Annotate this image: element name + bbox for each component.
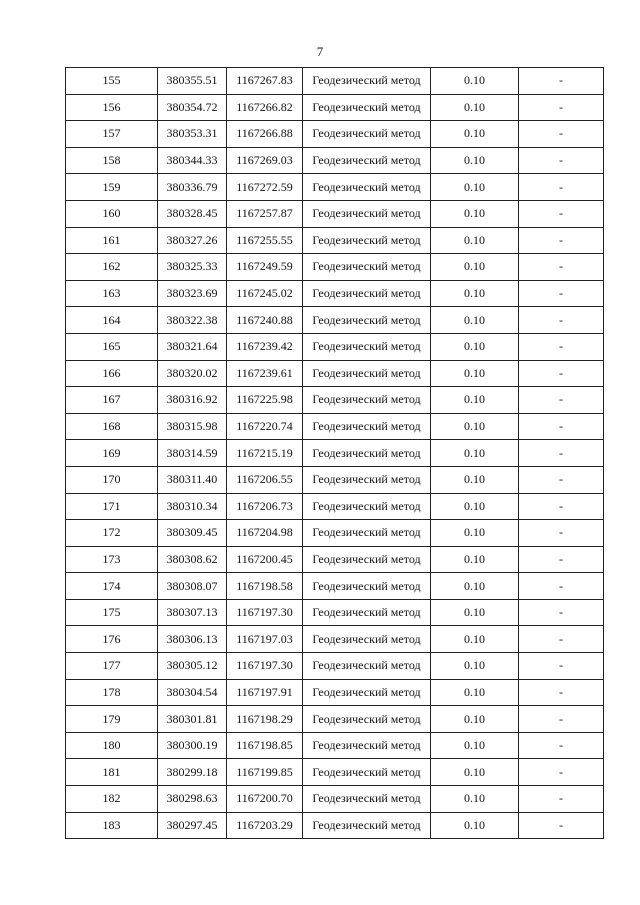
extra-cell: - (519, 653, 604, 680)
method-cell: Геодезический метод (303, 706, 431, 733)
method-cell: Геодезический метод (303, 786, 431, 813)
extra-cell: - (519, 786, 604, 813)
extra-cell: - (519, 254, 604, 281)
method-cell: Геодезический метод (303, 573, 431, 600)
y-coordinate-cell: 1167245.02 (227, 280, 303, 307)
accuracy-cell: 0.10 (431, 333, 519, 360)
y-coordinate-cell: 1167203.29 (227, 812, 303, 839)
x-coordinate-cell: 380316.92 (158, 387, 227, 414)
extra-cell: - (519, 812, 604, 839)
method-cell: Геодезический метод (303, 280, 431, 307)
table-row (66, 786, 604, 813)
method-cell: Геодезический метод (303, 413, 431, 440)
y-coordinate-cell: 1167200.45 (227, 546, 303, 573)
x-coordinate-cell: 380314.59 (158, 440, 227, 467)
extra-cell: - (519, 307, 604, 334)
extra-cell: - (519, 200, 604, 227)
table-row (66, 679, 604, 706)
y-coordinate-cell: 1167204.98 (227, 520, 303, 547)
method-cell: Геодезический метод (303, 200, 431, 227)
extra-cell: - (519, 759, 604, 786)
point-number-cell: 155 (66, 68, 158, 95)
accuracy-cell: 0.10 (431, 147, 519, 174)
method-cell: Геодезический метод (303, 121, 431, 148)
point-number-cell: 158 (66, 147, 158, 174)
accuracy-cell: 0.10 (431, 706, 519, 733)
x-coordinate-cell: 380336.79 (158, 174, 227, 201)
extra-cell: - (519, 147, 604, 174)
point-number-cell: 182 (66, 786, 158, 813)
table-row (66, 280, 604, 307)
table-row (66, 200, 604, 227)
extra-cell: - (519, 413, 604, 440)
accuracy-cell: 0.10 (431, 440, 519, 467)
table-row (66, 94, 604, 121)
extra-cell: - (519, 626, 604, 653)
x-coordinate-cell: 380353.31 (158, 121, 227, 148)
table-row (66, 759, 604, 786)
x-coordinate-cell: 380308.62 (158, 546, 227, 573)
table-row (66, 227, 604, 254)
x-coordinate-cell: 380323.69 (158, 280, 227, 307)
y-coordinate-cell: 1167272.59 (227, 174, 303, 201)
extra-cell: - (519, 94, 604, 121)
page-number: 7 (316, 44, 324, 59)
point-number-cell: 169 (66, 440, 158, 467)
method-cell: Геодезический метод (303, 679, 431, 706)
accuracy-cell: 0.10 (431, 786, 519, 813)
extra-cell: - (519, 333, 604, 360)
y-coordinate-cell: 1167249.59 (227, 254, 303, 281)
point-number-cell: 181 (66, 759, 158, 786)
extra-cell: - (519, 227, 604, 254)
x-coordinate-cell: 380321.64 (158, 333, 227, 360)
y-coordinate-cell: 1167198.29 (227, 706, 303, 733)
accuracy-cell: 0.10 (431, 520, 519, 547)
accuracy-cell: 0.10 (431, 227, 519, 254)
x-coordinate-cell: 380300.19 (158, 732, 227, 759)
point-number-cell: 172 (66, 520, 158, 547)
x-coordinate-cell: 380354.72 (158, 94, 227, 121)
x-coordinate-cell: 380307.13 (158, 599, 227, 626)
method-cell: Геодезический метод (303, 227, 431, 254)
extra-cell: - (519, 493, 604, 520)
table-row (66, 68, 604, 95)
x-coordinate-cell: 380310.34 (158, 493, 227, 520)
table-row (66, 812, 604, 839)
x-coordinate-cell: 380308.07 (158, 573, 227, 600)
method-cell: Геодезический метод (303, 812, 431, 839)
point-number-cell: 176 (66, 626, 158, 653)
point-number-cell: 159 (66, 174, 158, 201)
y-coordinate-cell: 1167255.55 (227, 227, 303, 254)
y-coordinate-cell: 1167225.98 (227, 387, 303, 414)
method-cell: Геодезический метод (303, 174, 431, 201)
table-row (66, 732, 604, 759)
y-coordinate-cell: 1167269.03 (227, 147, 303, 174)
method-cell: Геодезический метод (303, 653, 431, 680)
accuracy-cell: 0.10 (431, 307, 519, 334)
method-cell: Геодезический метод (303, 68, 431, 95)
accuracy-cell: 0.10 (431, 626, 519, 653)
point-number-cell: 171 (66, 493, 158, 520)
accuracy-cell: 0.10 (431, 254, 519, 281)
accuracy-cell: 0.10 (431, 121, 519, 148)
method-cell: Геодезический метод (303, 546, 431, 573)
point-number-cell: 168 (66, 413, 158, 440)
y-coordinate-cell: 1167266.82 (227, 94, 303, 121)
y-coordinate-cell: 1167197.03 (227, 626, 303, 653)
method-cell: Геодезический метод (303, 466, 431, 493)
point-number-cell: 162 (66, 254, 158, 281)
point-number-cell: 157 (66, 121, 158, 148)
extra-cell: - (519, 387, 604, 414)
point-number-cell: 174 (66, 573, 158, 600)
point-number-cell: 164 (66, 307, 158, 334)
y-coordinate-cell: 1167206.73 (227, 493, 303, 520)
x-coordinate-cell: 380355.51 (158, 68, 227, 95)
accuracy-cell: 0.10 (431, 174, 519, 201)
y-coordinate-cell: 1167257.87 (227, 200, 303, 227)
x-coordinate-cell: 380344.33 (158, 147, 227, 174)
table-row (66, 706, 604, 733)
extra-cell: - (519, 121, 604, 148)
point-number-cell: 165 (66, 333, 158, 360)
accuracy-cell: 0.10 (431, 653, 519, 680)
accuracy-cell: 0.10 (431, 812, 519, 839)
y-coordinate-cell: 1167215.19 (227, 440, 303, 467)
accuracy-cell: 0.10 (431, 94, 519, 121)
table-row (66, 307, 604, 334)
y-coordinate-cell: 1167220.74 (227, 413, 303, 440)
accuracy-cell: 0.10 (431, 387, 519, 414)
extra-cell: - (519, 280, 604, 307)
accuracy-cell: 0.10 (431, 599, 519, 626)
y-coordinate-cell: 1167197.91 (227, 679, 303, 706)
method-cell: Геодезический метод (303, 387, 431, 414)
accuracy-cell: 0.10 (431, 360, 519, 387)
extra-cell: - (519, 360, 604, 387)
accuracy-cell: 0.10 (431, 200, 519, 227)
table-row (66, 546, 604, 573)
method-cell: Геодезический метод (303, 254, 431, 281)
method-cell: Геодезический метод (303, 599, 431, 626)
point-number-cell: 160 (66, 200, 158, 227)
x-coordinate-cell: 380320.02 (158, 360, 227, 387)
table-row (66, 493, 604, 520)
y-coordinate-cell: 1167240.88 (227, 307, 303, 334)
x-coordinate-cell: 380306.13 (158, 626, 227, 653)
x-coordinate-cell: 380297.45 (158, 812, 227, 839)
y-coordinate-cell: 1167267.83 (227, 68, 303, 95)
method-cell: Геодезический метод (303, 307, 431, 334)
y-coordinate-cell: 1167266.88 (227, 121, 303, 148)
y-coordinate-cell: 1167198.85 (227, 732, 303, 759)
point-number-cell: 161 (66, 227, 158, 254)
table-row (66, 387, 604, 414)
table-row (66, 599, 604, 626)
point-number-cell: 175 (66, 599, 158, 626)
y-coordinate-cell: 1167206.55 (227, 466, 303, 493)
accuracy-cell: 0.10 (431, 732, 519, 759)
point-number-cell: 156 (66, 94, 158, 121)
accuracy-cell: 0.10 (431, 493, 519, 520)
extra-cell: - (519, 174, 604, 201)
point-number-cell: 167 (66, 387, 158, 414)
method-cell: Геодезический метод (303, 493, 431, 520)
y-coordinate-cell: 1167200.70 (227, 786, 303, 813)
point-number-cell: 183 (66, 812, 158, 839)
table-row (66, 147, 604, 174)
table-row (66, 174, 604, 201)
table-row (66, 466, 604, 493)
x-coordinate-cell: 380299.18 (158, 759, 227, 786)
method-cell: Геодезический метод (303, 94, 431, 121)
point-number-cell: 180 (66, 732, 158, 759)
table-row (66, 573, 604, 600)
extra-cell: - (519, 706, 604, 733)
point-number-cell: 178 (66, 679, 158, 706)
x-coordinate-cell: 380304.54 (158, 679, 227, 706)
accuracy-cell: 0.10 (431, 68, 519, 95)
method-cell: Геодезический метод (303, 333, 431, 360)
x-coordinate-cell: 380311.40 (158, 466, 227, 493)
extra-cell: - (519, 732, 604, 759)
x-coordinate-cell: 380325.33 (158, 254, 227, 281)
table-row (66, 653, 604, 680)
accuracy-cell: 0.10 (431, 413, 519, 440)
y-coordinate-cell: 1167197.30 (227, 599, 303, 626)
method-cell: Геодезический метод (303, 147, 431, 174)
x-coordinate-cell: 380309.45 (158, 520, 227, 547)
method-cell: Геодезический метод (303, 360, 431, 387)
point-number-cell: 166 (66, 360, 158, 387)
table-row (66, 520, 604, 547)
table-row (66, 413, 604, 440)
extra-cell: - (519, 520, 604, 547)
y-coordinate-cell: 1167198.58 (227, 573, 303, 600)
y-coordinate-cell: 1167197.30 (227, 653, 303, 680)
accuracy-cell: 0.10 (431, 466, 519, 493)
point-number-cell: 163 (66, 280, 158, 307)
x-coordinate-cell: 380322.38 (158, 307, 227, 334)
table-row (66, 440, 604, 467)
x-coordinate-cell: 380315.98 (158, 413, 227, 440)
method-cell: Геодезический метод (303, 440, 431, 467)
table-row (66, 121, 604, 148)
method-cell: Геодезический метод (303, 759, 431, 786)
coordinates-table-body (66, 68, 604, 839)
point-number-cell: 170 (66, 466, 158, 493)
extra-cell: - (519, 679, 604, 706)
accuracy-cell: 0.10 (431, 573, 519, 600)
x-coordinate-cell: 380327.26 (158, 227, 227, 254)
extra-cell: - (519, 546, 604, 573)
extra-cell: - (519, 466, 604, 493)
coordinates-table (65, 67, 604, 839)
y-coordinate-cell: 1167239.61 (227, 360, 303, 387)
extra-cell: - (519, 440, 604, 467)
x-coordinate-cell: 380328.45 (158, 200, 227, 227)
accuracy-cell: 0.10 (431, 546, 519, 573)
extra-cell: - (519, 599, 604, 626)
point-number-cell: 177 (66, 653, 158, 680)
x-coordinate-cell: 380301.81 (158, 706, 227, 733)
table-row (66, 360, 604, 387)
extra-cell: - (519, 68, 604, 95)
method-cell: Геодезический метод (303, 520, 431, 547)
x-coordinate-cell: 380298.63 (158, 786, 227, 813)
y-coordinate-cell: 1167239.42 (227, 333, 303, 360)
table-row (66, 626, 604, 653)
x-coordinate-cell: 380305.12 (158, 653, 227, 680)
accuracy-cell: 0.10 (431, 280, 519, 307)
table-row (66, 333, 604, 360)
accuracy-cell: 0.10 (431, 759, 519, 786)
extra-cell: - (519, 573, 604, 600)
method-cell: Геодезический метод (303, 732, 431, 759)
accuracy-cell: 0.10 (431, 679, 519, 706)
method-cell: Геодезический метод (303, 626, 431, 653)
y-coordinate-cell: 1167199.85 (227, 759, 303, 786)
point-number-cell: 179 (66, 706, 158, 733)
point-number-cell: 173 (66, 546, 158, 573)
table-row (66, 254, 604, 281)
